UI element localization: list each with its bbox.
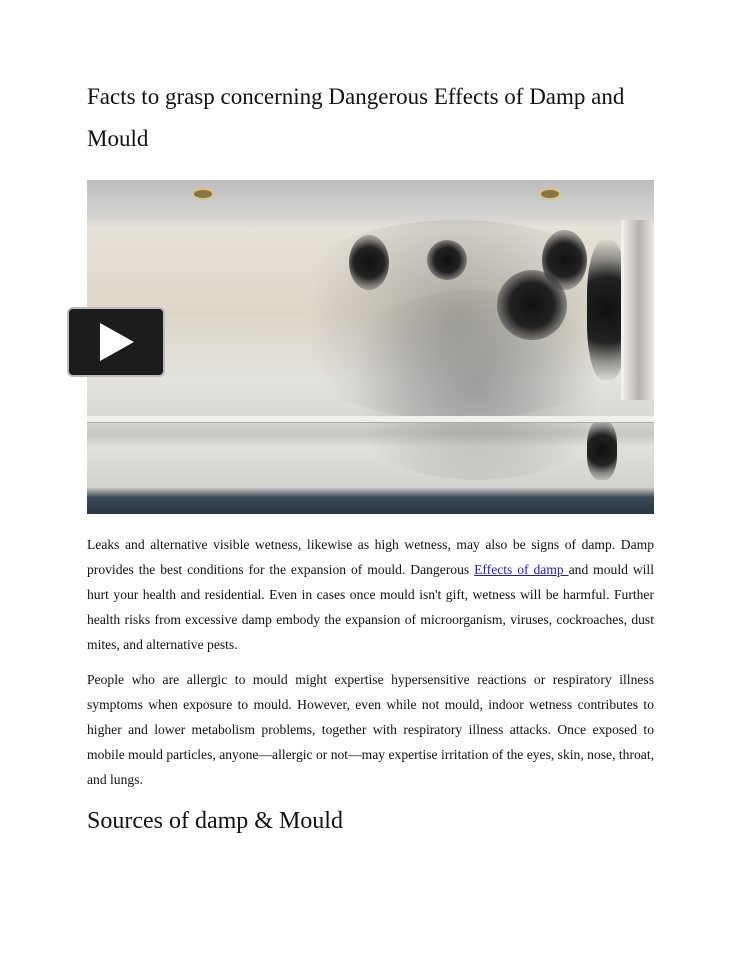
- ceiling-lamp: [539, 188, 561, 200]
- ceiling-lamp: [192, 188, 214, 200]
- window: [621, 220, 654, 400]
- mould-patch: [427, 240, 467, 280]
- dado-rail: [87, 416, 654, 423]
- section-heading: Sources of damp & Mould: [87, 808, 343, 834]
- paragraph-1: [87, 532, 654, 657]
- video-thumbnail[interactable]: [87, 180, 654, 514]
- mould-patch: [542, 230, 587, 290]
- play-icon: [96, 321, 136, 363]
- paragraph-1-text: Leaks and alternative visible wetness, likewise as high wetness, may also be signs of damp. Damp provides the best conditions for the expansion of mould. Dangerous: [87, 537, 654, 577]
- paragraph-1-text-cont: and mould will hurt your health and residential. Even in cases once mould isn't gift, wetness will be harmful. Further health risks from excessive damp embody the expansion of microorganism, viruses, cockroaches, dust mites, and alternative pests.: [87, 562, 654, 652]
- ceiling: [87, 180, 654, 220]
- mould-patch: [349, 235, 389, 290]
- effects-of-damp-link[interactable]: Effects of damp: [474, 562, 569, 577]
- paragraph-2: People who are allergic to mould might expertise hypersensitive reactions or respiratory illness symptoms when exposure to mould. However, even while not mould, indoor wetness contributes to higher and lower metabolism problems, together with respiratory illness attacks. Once exposed to mobile mould particles, anyone—allergic or not—may expertise irritation of the eyes, skin, nose, throat, and lungs.: [87, 672, 654, 787]
- play-button[interactable]: [67, 307, 165, 377]
- page-title: Facts to grasp concerning Dangerous Effects of Damp and Mould: [87, 84, 625, 151]
- mould-stain: [327, 290, 627, 480]
- mould-patch: [587, 420, 617, 480]
